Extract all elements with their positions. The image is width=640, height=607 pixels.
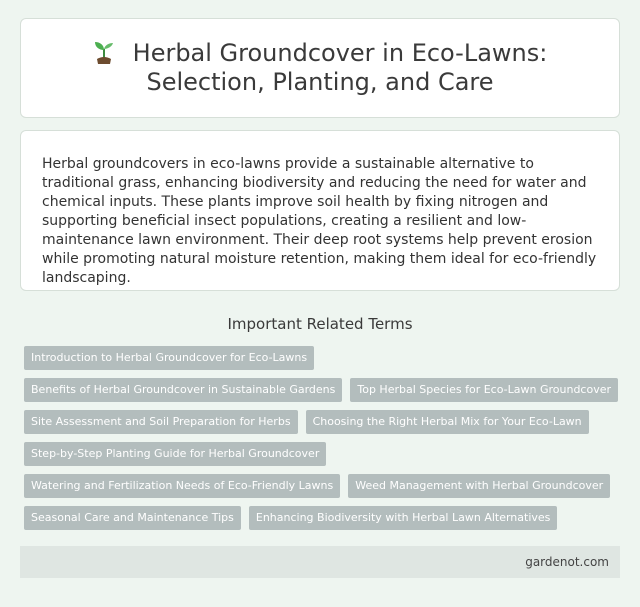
related-term-tag[interactable]: Weed Management with Herbal Groundcover: [348, 474, 610, 498]
footer-site-link[interactable]: gardenot.com: [525, 555, 609, 569]
page-title-text: Herbal Groundcover in Eco-Lawns: Selection, Planting, and Care: [132, 39, 548, 96]
intro-card: [20, 130, 620, 291]
related-term-tag[interactable]: Watering and Fertilization Needs of Eco-Friendly Lawns: [24, 474, 340, 498]
related-term-tag[interactable]: Step-by-Step Planting Guide for Herbal Groundcover: [24, 442, 326, 466]
related-term-tag[interactable]: Enhancing Biodiversity with Herbal Lawn Alternatives: [249, 506, 558, 530]
related-term-tag[interactable]: Choosing the Right Herbal Mix for Your Eco-Lawn: [306, 410, 589, 434]
related-terms-heading: Important Related Terms: [227, 315, 413, 333]
related-terms-list: [24, 346, 620, 530]
related-term-tag[interactable]: Introduction to Herbal Groundcover for Eco-Lawns: [24, 346, 314, 370]
page-title: [51, 39, 589, 97]
related-term-tag[interactable]: Benefits of Herbal Groundcover in Sustainable Gardens: [24, 378, 342, 402]
related-term-tag[interactable]: Seasonal Care and Maintenance Tips: [24, 506, 241, 530]
title-card: [20, 18, 620, 118]
seedling-icon: [93, 39, 115, 65]
related-term-tag[interactable]: Top Herbal Species for Eco-Lawn Groundcover: [350, 378, 618, 402]
intro-paragraph: Herbal groundcovers in eco-lawns provide a sustainable alternative to traditional grass, enhancing biodiversity and reducing the need for water and chemical inputs. These plants improve soil health by fixing nitrogen and supporting beneficial insect populations, creating a resilient and low-maintenance lawn environment. Their deep root systems help prevent erosion while promoting natural moisture retention, making them ideal for eco-friendly landscaping.: [42, 156, 597, 286]
footer-bar: [20, 546, 620, 578]
related-term-tag[interactable]: Site Assessment and Soil Preparation for Herbs: [24, 410, 298, 434]
